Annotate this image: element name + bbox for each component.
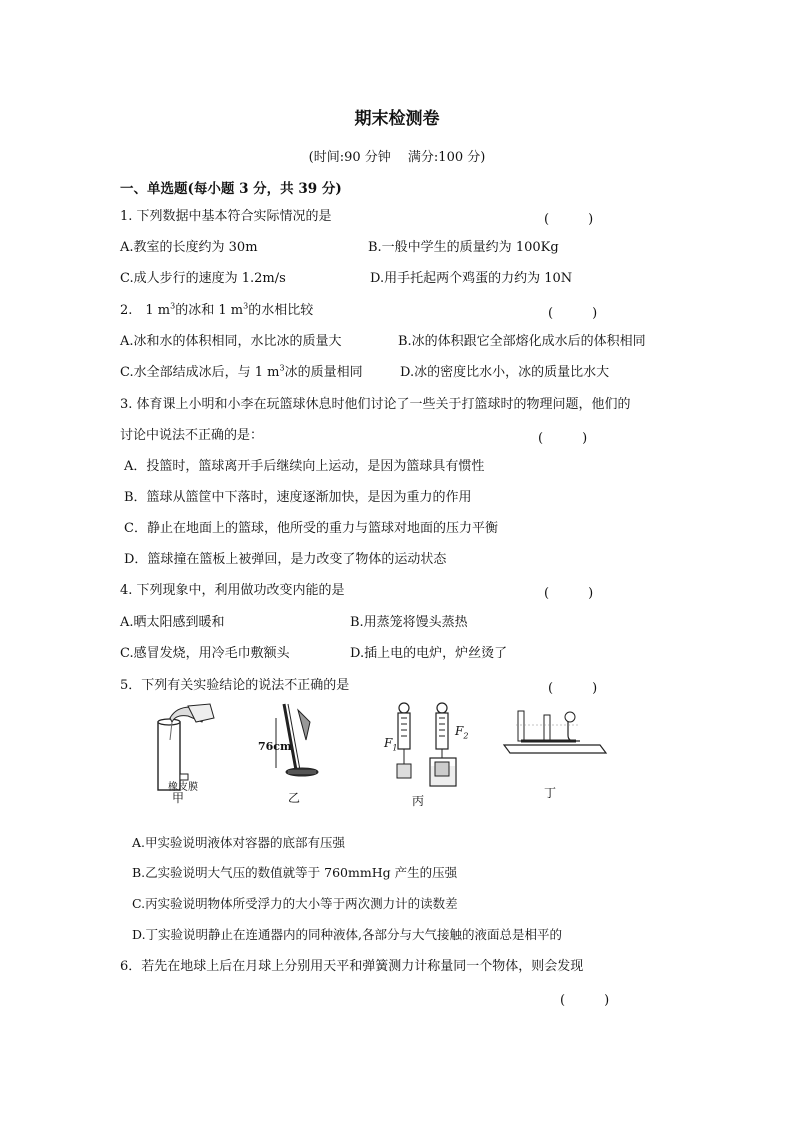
exam-subtitle: (时间:90 分钟 满分:100 分): [308, 150, 486, 165]
q3-stem-line2: 讨论中说法不正确的是：: [120, 428, 264, 443]
figure-bing-caption: 丙: [412, 794, 425, 808]
section-heading: 一、单选题(每小题 3 分，共 39 分): [120, 181, 342, 197]
figure-jia-cylinder: [140, 700, 230, 810]
q5-stem: 5．下列有关实验结论的说法不正确的是: [120, 678, 350, 693]
q3-stem-line1: 3. 体育课上小明和小李在玩篮球休息时他们讨论了一些关于打篮球时的物理问题，他们的: [120, 397, 631, 412]
q2-option-c: C.水全部结成冰后，与 1 $m^3$冰的质量相同: [120, 363, 363, 380]
q4-stem: 4. 下列现象中，利用做功改变内能的是: [120, 583, 345, 598]
figure-bing-f2-label: $F_2$: [455, 724, 469, 741]
q2-option-b: B.冰的体积跟它全部熔化成水后的体积相同: [398, 334, 646, 349]
q1-option-c: C.成人步行的速度为 1.2m/s: [120, 271, 286, 286]
q3-answer-blank: ( ): [538, 431, 588, 446]
q4-option-a: A.晒太阳感到暖和: [120, 615, 225, 630]
q6-answer-blank: ( ): [560, 993, 610, 1008]
q4-option-c: C.感冒发烧，用冷毛巾敷额头: [120, 646, 290, 661]
q5-answer-blank: ( ): [548, 681, 598, 696]
q1-option-d: D.用手托起两个鸡蛋的力约为 10N: [370, 271, 573, 286]
q2-stem: 2. 1 $m^3$的冰和 1 $m^3$的水相比较: [120, 301, 314, 318]
q3-option-d: D．篮球撞在篮板上被弹回，是力改变了物体的运动状态: [124, 552, 447, 567]
q1-stem: 1. 下列数据中基本符合实际情况的是: [120, 209, 332, 224]
q1-answer-blank: ( ): [544, 212, 594, 227]
figure-yi-caption: 乙: [288, 791, 301, 805]
figure-jia-caption: 甲: [172, 791, 185, 805]
q1-option-b: B.一般中学生的质量约为 100Kg: [368, 240, 559, 255]
figure-ding-caption: 丁: [544, 786, 557, 800]
q4-option-d: D.插上电的电炉，炉丝烫了: [350, 646, 508, 661]
q5-option-d: D.丁实验说明静止在连通器内的同种液体,各部分与大气接触的液面总是相平的: [132, 927, 563, 942]
q5-option-b: B.乙实验说明大气压的数值就等于 760mmHg 产生的压强: [132, 865, 458, 880]
q5-option-c: C.丙实验说明物体所受浮力的大小等于两次测力计的读数差: [132, 896, 458, 911]
q3-option-a: A．投篮时，篮球离开手后继续向上运动，是因为篮球具有惯性: [124, 459, 485, 474]
q5-option-a: A.甲实验说明液体对容器的底部有压强: [132, 835, 346, 850]
q3-option-b: B．篮球从篮筐中下落时，速度逐渐加快，是因为重力的作用: [124, 490, 472, 505]
page-title: 期末检测卷: [354, 109, 440, 129]
q1-option-a: A.教室的长度约为 30m: [120, 240, 258, 255]
q4-option-b: B.用蒸笼将馒头蒸热: [350, 615, 468, 630]
q3-option-c: C．静止在地面上的篮球，他所受的重力与篮球对地面的压力平衡: [124, 521, 498, 536]
figure-yi-height-label: 76cm: [258, 740, 292, 753]
q6-stem: 6．若先在地球上后在月球上分别用天平和弹簧测力计称量同一个物体，则会发现: [120, 959, 584, 974]
q2-answer-blank: ( ): [548, 306, 598, 321]
figure-bing-f1-label: $F_1$: [384, 736, 398, 753]
q2-option-a: A.冰和水的体积相同，水比冰的质量大: [120, 334, 342, 349]
q4-answer-blank: ( ): [544, 586, 594, 601]
q2-option-d: D.冰的密度比水小，冰的质量比水大: [400, 365, 610, 380]
figure-ding-connected-vessels: [500, 705, 610, 760]
figure-jia-note: 橡皮膜: [168, 782, 198, 793]
